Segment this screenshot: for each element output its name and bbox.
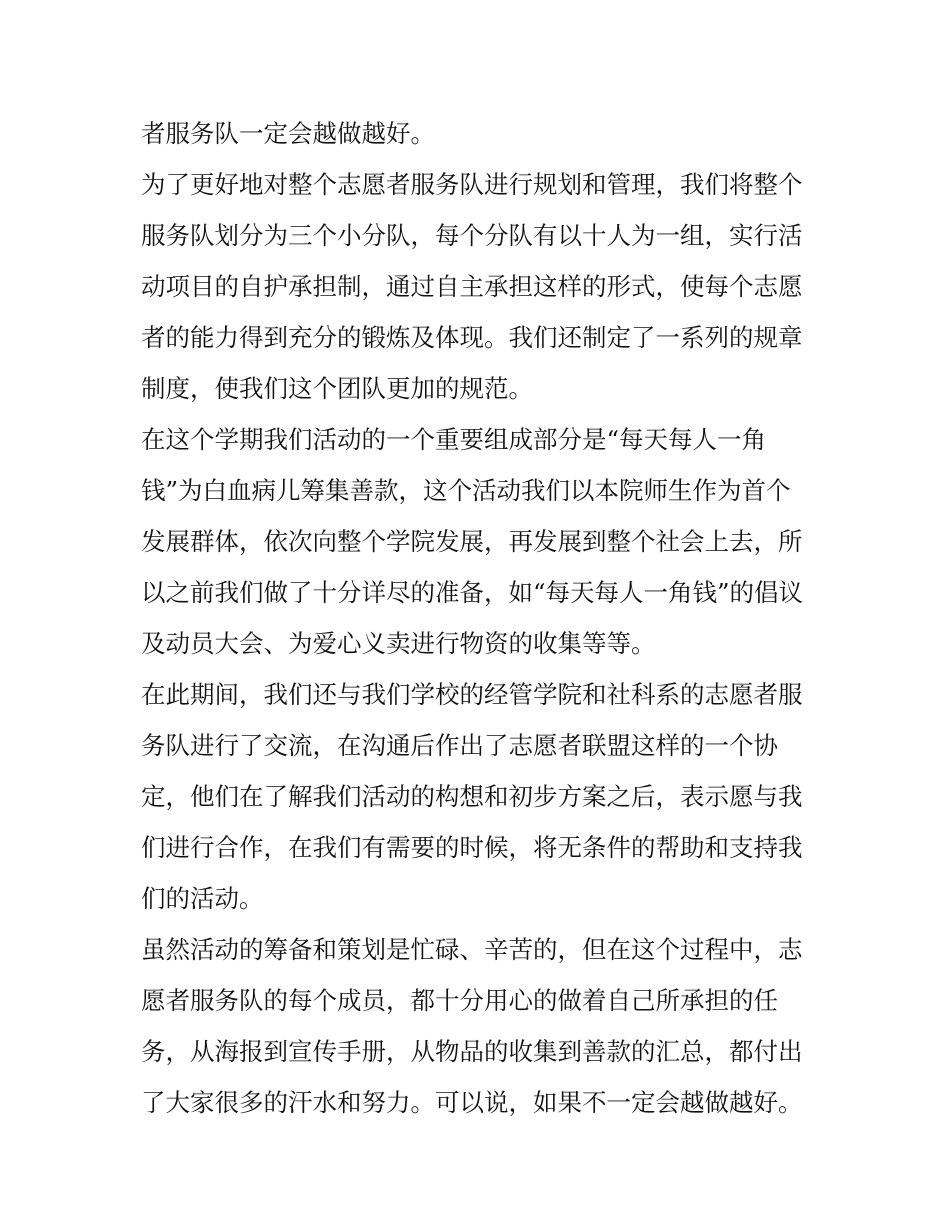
text-line: 钱”为白血病儿筹集善款，这个活动我们以本院师生作为首个: [141, 476, 791, 505]
text-line: 定，他们在了解我们活动的构想和初步方案之后，表示愿与我: [141, 782, 803, 811]
text-line: 及动员大会、为爱心义卖进行物资的收集等等。: [141, 629, 656, 658]
text-line: 愿者服务队的每个成员，都十分用心的做着自己所承担的任: [141, 986, 778, 1015]
text-line: 们的活动。: [141, 884, 264, 913]
text-line: 制度，使我们这个团队更加的规范。: [141, 374, 533, 403]
text-line: 者服务队一定会越做越好。: [141, 119, 435, 148]
text-line: 了大家很多的汗水和努力。可以说，如果不一定会越做越好。: [141, 1088, 803, 1117]
text-line: 务，从海报到宣传手册，从物品的收集到善款的汇总，都付出: [141, 1037, 803, 1066]
text-line: 务队进行了交流，在沟通后作出了志愿者联盟这样的一个协: [141, 731, 778, 760]
text-line: 动项目的自护承担制，通过自主承担这样的形式，使每个志愿: [141, 272, 803, 301]
text-line: 发展群体，依次向整个学院发展，再发展到整个社会上去，所: [141, 527, 803, 556]
text-line: 在此期间，我们还与我们学校的经管学院和社科系的志愿者服: [141, 680, 803, 709]
text-line: 在这个学期我们活动的一个重要组成部分是“每天每人一角: [141, 425, 767, 454]
text-line: 为了更好地对整个志愿者服务队进行规划和管理，我们将整个: [141, 170, 803, 199]
text-line: 服务队划分为三个小分队，每个分队有以十人为一组，实行活: [141, 221, 803, 250]
text-line: 者的能力得到充分的锻炼及体现。我们还制定了一系列的规章: [141, 323, 803, 352]
document-body: [141, 108, 813, 1128]
text-line: 虽然活动的筹备和策划是忙碌、辛苦的，但在这个过程中，志: [141, 935, 803, 964]
text-line: 们进行合作，在我们有需要的时候，将无条件的帮助和支持我: [141, 833, 803, 862]
text-line: 以之前我们做了十分详尽的准备，如“每天每人一角钱”的倡议: [141, 578, 804, 607]
